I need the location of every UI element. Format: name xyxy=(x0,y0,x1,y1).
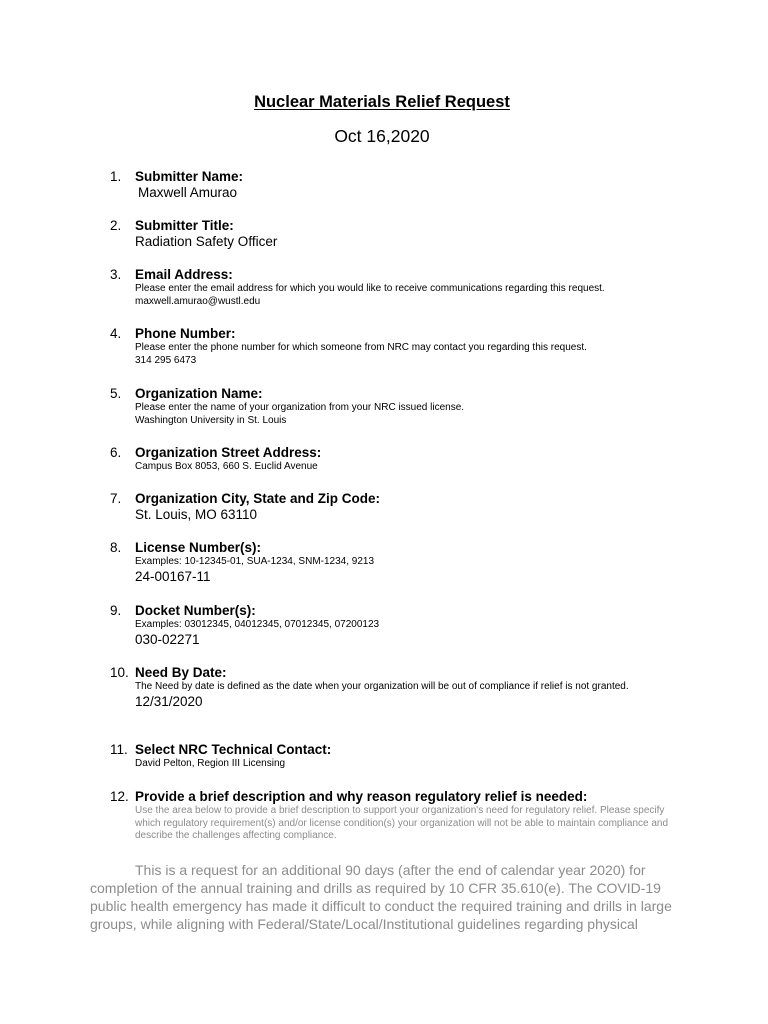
field-label: Select NRC Technical Contact: xyxy=(135,742,332,757)
field-value: 12/31/2020 xyxy=(135,693,203,709)
field-value: Maxwell Amurao xyxy=(138,185,238,200)
field-value: 24-00167-11 xyxy=(135,568,211,584)
field-label: Organization Street Address: xyxy=(135,445,322,460)
field-value: St. Louis, MO 63110 xyxy=(135,507,258,522)
field-hint: Use the area below to provide a brief description to support your organization's need for regulatory relief. Please specify which regulatory requirement(s) and/or license condition(s) your organization will not be able to maintain compliance and describe the challenges affecting compliance. xyxy=(135,805,669,841)
field-hint: The Need by date is defined as the date when your organization will be out of compliance if relief is not granted. xyxy=(135,681,629,692)
field-value: David Pelton, Region III Licensing xyxy=(135,758,286,769)
field-value: Campus Box 8053, 660 S. Euclid Avenue xyxy=(135,461,318,472)
field-label: Submitter Title: xyxy=(135,218,234,233)
field-hint: Please enter the name of your organization from your NRC issued license. xyxy=(135,402,465,413)
field-label: License Number(s): xyxy=(135,540,262,555)
field-label: Submitter Name: xyxy=(135,169,244,184)
field-hint: Please enter the phone number for which someone from NRC may contact you regarding this request. xyxy=(135,342,587,353)
field-label: Provide a brief description and why reason regulatory relief is needed: xyxy=(135,789,588,804)
item-number: 1. xyxy=(110,169,122,184)
document-title: Nuclear Materials Relief Request xyxy=(254,93,510,111)
item-number: 8. xyxy=(110,540,122,555)
item-number: 3. xyxy=(110,267,122,282)
field-label: Organization Name: xyxy=(135,386,263,401)
field-value: 030-02271 xyxy=(135,631,200,647)
field-hint: Examples: 10-12345-01, SUA-1234, SNM-1234, 9213 xyxy=(135,556,375,567)
item-number: 10. xyxy=(110,665,129,680)
relief-description-text xyxy=(90,861,680,933)
field-label: Docket Number(s): xyxy=(135,603,256,618)
field-label: Need By Date: xyxy=(135,665,227,680)
item-number: 12. xyxy=(110,789,129,804)
field-label: Organization City, State and Zip Code: xyxy=(135,491,381,506)
item-number: 5. xyxy=(110,386,122,401)
field-value: Washington University in St. Louis xyxy=(135,414,287,426)
field-hint: Examples: 03012345, 04012345, 07012345, 07200123 xyxy=(135,619,380,630)
field-value: maxwell.amurao@wustl.edu xyxy=(135,295,261,307)
field-hint: Please enter the email address for which you would like to receive communications regarding this request. xyxy=(135,283,605,294)
document-date: Oct 16,2020 xyxy=(334,126,430,146)
field-label: Email Address: xyxy=(135,267,233,282)
field-value: Radiation Safety Officer xyxy=(135,234,278,249)
item-number: 4. xyxy=(110,326,122,341)
item-number: 6. xyxy=(110,445,122,460)
item-number: 9. xyxy=(110,603,122,618)
field-label: Phone Number: xyxy=(135,326,236,341)
field-value: 314 295 6473 xyxy=(135,354,197,366)
item-number: 2. xyxy=(110,218,122,233)
item-number: 7. xyxy=(110,491,122,506)
item-number: 11. xyxy=(110,742,128,757)
description-paragraph: This is a request for an additional 90 days (after the end of calendar year 2020) for completion of the annual training and drills as required by 10 CFR 35.610(e). The COVID-19 public health emergency has made it difficult to conduct the required training and drills in large groups, while aligning with Federal/State/Local/Institutional guidelines regarding physical xyxy=(90,862,672,932)
